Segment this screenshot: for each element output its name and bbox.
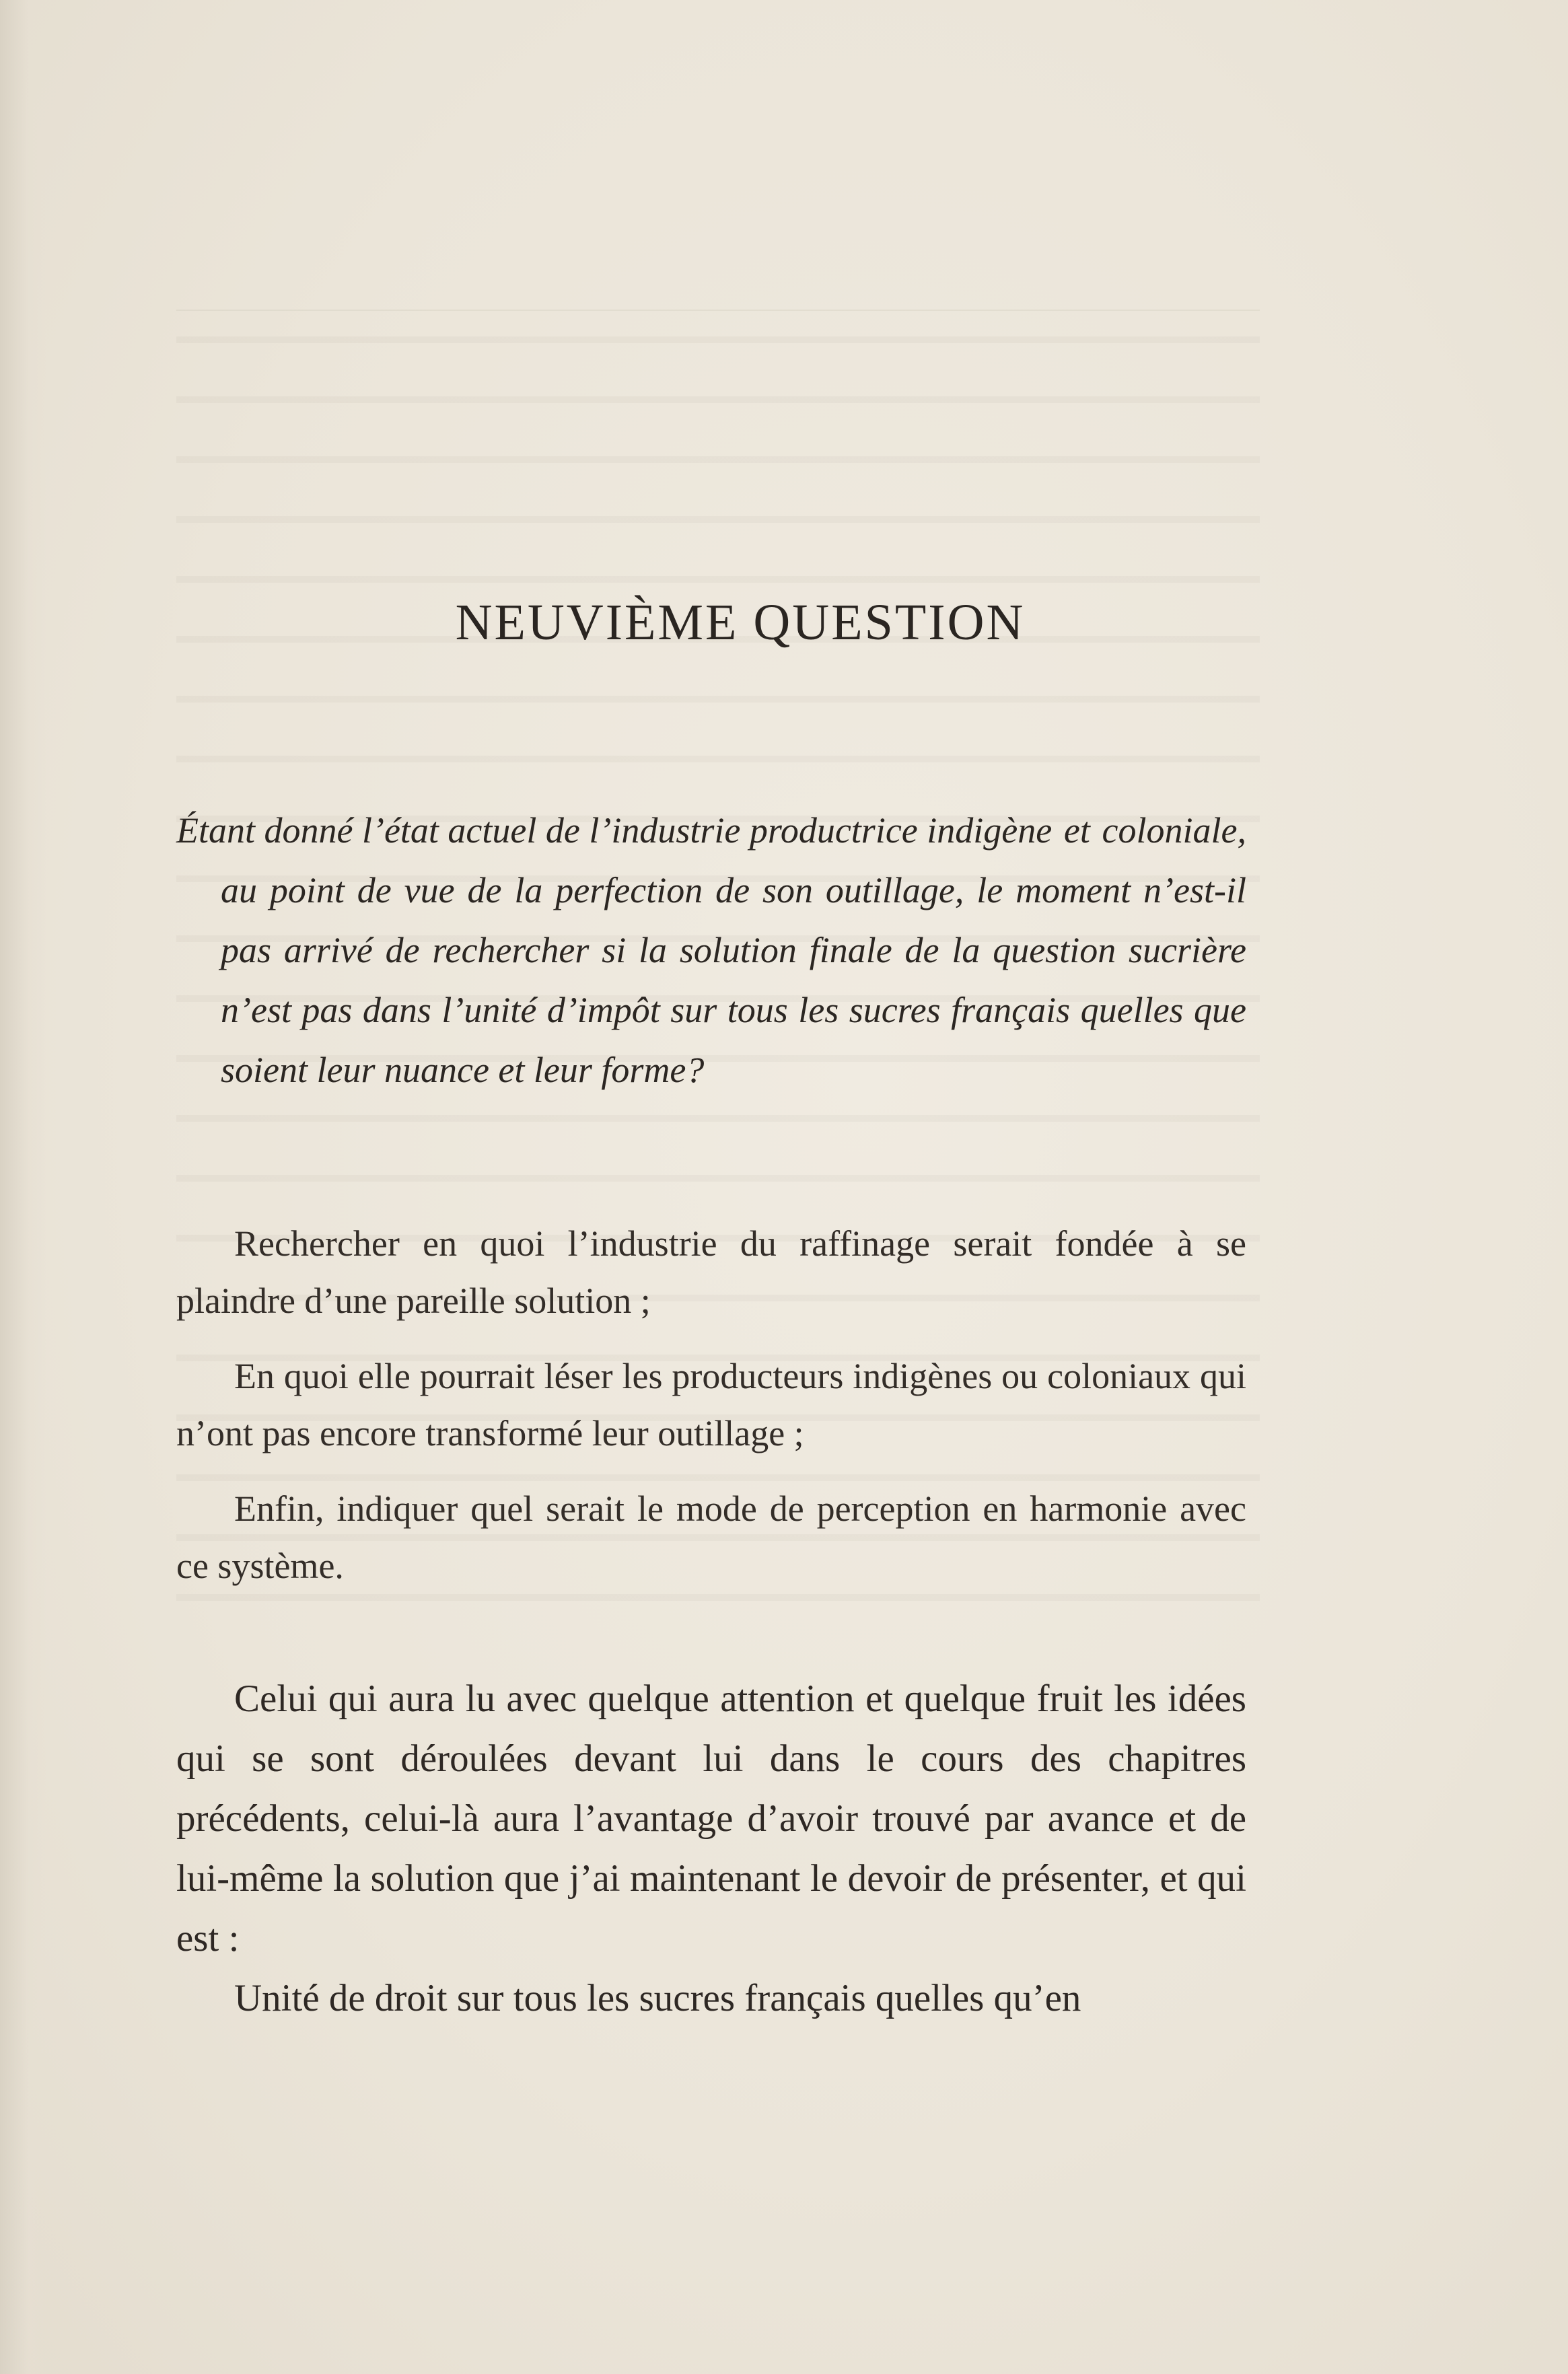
chapter-title: NEUVIÈME QUESTION: [455, 594, 1026, 651]
question-instructions: [176, 1215, 1246, 1613]
show-through-rule: [176, 310, 1260, 311]
answer-body: [176, 1669, 1246, 2028]
body-paragraph: Celui qui aura lu avec quelque attention et quelque fruit les idées qui se sont déroulées devant lui dans le cours des chapitres précédents, celui-là aura l’avantage d’avoir trouvé par avance et de lui-même la solution que j’ai maintenant le devoir de présenter, et qui est :: [176, 1678, 1246, 1959]
instruction-paragraph: Rechercher en quoi l’industrie du raffinage serait fondée à se plaindre d’une pareille solution ;: [176, 1223, 1246, 1321]
binding-shadow: [0, 0, 47, 2374]
question-lead: Étant donné l’état actuel de l’industrie productrice indigène: [176, 810, 1053, 851]
body-paragraph: Unité de droit sur tous les sucres français quelles qu’en: [234, 1977, 1081, 2019]
question-rest: et coloniale, au point de vue de la perfection de son outillage, le moment n’est-il pas arrivé de rechercher si la solution finale de la question sucrière n’est pas dans l’unité d’impôt sur tous les sucres français quelles que soient leur nuance et leur forme?: [221, 810, 1246, 1090]
question-statement: [176, 801, 1246, 1100]
instruction-paragraph: Enfin, indiquer quel serait le mode de perception en harmonie avec ce système.: [176, 1488, 1246, 1586]
instruction-paragraph: En quoi elle pourrait léser les producteurs indigènes ou coloniaux qui n’ont pas encore transformé leur outillage ;: [176, 1356, 1246, 1453]
